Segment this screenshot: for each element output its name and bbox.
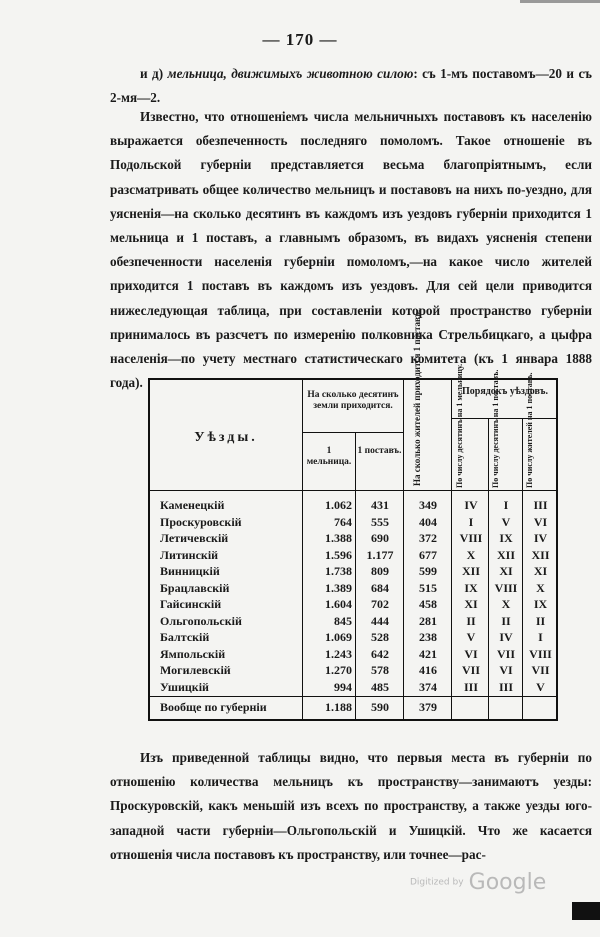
cell-pop: 421 [419,646,437,661]
cell-name: Винницкій [160,564,220,578]
cell-name: Ушицкій [160,679,209,694]
cell-pop: 515 [419,580,437,595]
table-rule [150,490,558,491]
total-name: Вообще по губерніи [160,700,267,714]
cell-pop: 372 [419,531,437,545]
paragraph-rest: : съ 1-мъ поставомъ—20 и съ 2-мя—2. [110,66,592,106]
cell-r2: II [501,613,511,628]
cell-r2: IV [499,630,513,644]
cell-r1: VIII [459,531,483,545]
paragraph-intro-text: Известно, что отношеніемъ числа мельничныхъ поставовъ къ населенію выражается обезпеченность последняго помоломъ. Такое отношеніе въ Подольской губерніи представляется весьма благопріятнымъ, если разсматривать общее количество мельницъ и поставовъ на нихъ по-уездно, для уясненія—на сколько десятинъ въ каждомъ изъ уездовъ губерніи приходится 1 мельница и 1 поставъ, а главнымъ образомъ, въ видахъ уясненія степени обезпеченности населенія губерніи помоломъ,—на какое число жителей приходится 1 поставъ въ каждомъ изъ уездовъ. Для сей цели приводится нижеследующая таблица, при составленіи которой пространство губерніи принималось въ разсчетъ по измеренію полковника Стрельбицкаго, а цыфра населенія—по учету местнаго статистическаго комитета (къ 1 январа 1888 года). [110,109,592,391]
table-rule [150,696,558,697]
cell-pop: 416 [419,663,437,677]
cell-r1: II [466,613,476,628]
page-edge-shadow [520,0,600,3]
cell-r2: VIII [494,580,518,595]
cell-r2: III [498,679,513,694]
cell-post: 444 [371,613,389,628]
table-row [150,614,560,630]
cell-name: Каменецкій [160,498,225,512]
header-order-3: По числу жителей на 1 поставъ. [525,372,534,488]
cell-r1: XI [464,597,478,611]
cell-r3: II [535,613,546,628]
cell-r1: III [463,679,478,694]
cell-pop: 599 [419,564,437,578]
table-row [150,630,560,646]
table-row [150,647,560,663]
cell-pop: 238 [419,630,437,644]
cell-name: Ямпольскій [160,646,226,661]
paragraph-italic: мельница, движимыхъ животною силою [167,66,414,81]
table-rule [302,432,403,433]
cell-r2: XII [496,547,515,562]
cell-name: Брацлавскій [160,580,230,595]
paragraph-prefix: и д) [140,66,168,81]
cell-mill: 1.389 [325,580,352,595]
header-order-group: Порядокъ уѣздовъ. [461,386,549,397]
paragraph-conclusion-text: Изъ приведенной таблицы видно, что первыя места въ губерніи по отношенію количества мельницъ къ пространству—занимаютъ уезды: Проскуровскій, какъ меньшій изъ всехъ по пространству, а также уезды юго-западной части губерніи—Ольгопольскій и Ушицкій. Что же касается отношенія числа поставовъ къ пространству, или точнее—рас- [110,750,592,862]
paragraph-intro [110,105,592,395]
cell-name: Балтскій [160,630,210,644]
header-uezdy: Уѣзды. [194,430,258,445]
cell-mill: 1.596 [325,547,352,562]
cell-pop: 374 [419,679,437,694]
cell-r3: VII [531,663,550,677]
cell-r3: VI [533,514,548,529]
cell-r3: V [536,679,545,694]
table-rule [451,418,558,419]
cell-post: 702 [371,597,389,611]
cell-r2: I [503,498,509,512]
cell-r3: I [538,630,543,644]
cell-name: Летичевскій [160,531,229,545]
cell-pop: 677 [419,547,437,562]
cell-post: 642 [371,646,389,661]
watermark-logo: Google [468,870,547,895]
cell-r1: V [466,630,476,644]
cell-r2: IX [499,531,513,545]
cell-r3: IV [533,531,548,545]
cell-r1: VI [464,646,478,661]
header-area-post: 1 поставъ. [357,446,402,456]
cell-pop: 458 [419,597,437,611]
page-edge-mark [572,902,600,920]
paragraph-mills-animal-power [110,62,592,110]
cell-post: 684 [371,580,389,595]
cell-pop: 404 [419,514,437,529]
cell-mill: 1.243 [325,646,352,661]
cell-r2: XI [499,564,513,578]
cell-r2: X [501,597,511,611]
cell-name: Ольгопольскій [160,613,242,628]
table-row [150,663,560,679]
table-total-row [150,698,560,718]
header-order-1: По числу десятинъ на 1 мельницу. [455,363,464,488]
table-row [150,581,560,597]
header-area-mill: 1 мельница. [306,446,352,467]
cell-post: 485 [371,679,389,694]
cell-name: Могилевскій [160,663,231,677]
header-population: На сколько жителей приходится 1 поставъ. [412,309,422,486]
cell-pop: 281 [419,613,437,628]
cell-mill: 1.388 [325,531,352,545]
cell-mill: 1.069 [325,630,352,644]
mills-table [148,309,558,721]
cell-r1: VII [461,663,480,677]
table-row [150,597,560,613]
cell-pop: 349 [419,498,437,512]
cell-r2: VI [499,663,513,677]
table-row [150,680,560,696]
watermark-small: Digitized by [410,877,464,888]
total-mill: 1.188 [325,700,352,714]
cell-r2: V [501,514,511,529]
cell-mill: 1.270 [325,663,352,677]
cell-mill: 1.062 [325,498,352,512]
cell-r1: IX [464,580,478,595]
table-row [150,564,560,580]
cell-post: 690 [371,531,389,545]
cell-post: 1.177 [366,547,394,562]
page-number: — 170 — [262,30,338,49]
cell-r2: VII [496,646,515,661]
header-area-group: На сколько десятинъ земли приходится. [307,390,399,411]
cell-mill: 764 [334,514,352,529]
cell-post: 809 [371,564,389,578]
table-row [150,498,560,514]
paragraph-conclusion [110,746,592,867]
cell-r1: I [468,514,474,529]
cell-r3: XII [531,547,550,562]
cell-name: Гайсинскій [160,597,222,611]
total-pop: 379 [419,700,437,714]
cell-mill: 1.604 [325,597,352,611]
cell-mill: 1.738 [325,564,352,578]
table-row [150,515,560,531]
cell-post: 555 [371,514,389,529]
cell-r1: IV [464,498,478,512]
cell-name: Литинскій [160,547,219,562]
total-post: 590 [371,700,389,714]
cell-r1: XII [461,564,480,578]
table-row [150,531,560,547]
cell-post: 431 [371,498,389,512]
cell-r3: XI [533,564,548,578]
table-row [150,548,560,564]
cell-r3: VIII [529,646,552,661]
cell-r1: X [466,547,476,562]
cell-r3: X [536,580,545,595]
google-watermark [410,870,546,895]
cell-r3: IX [533,597,548,611]
cell-post: 528 [371,630,389,644]
cell-post: 578 [371,663,389,677]
cell-name: Проскуровскій [160,514,242,529]
header-order-2: По числу десятинъ на 1 поставъ. [491,369,500,488]
cell-r3: III [533,498,548,512]
cell-mill: 845 [334,613,352,628]
cell-mill: 994 [334,679,352,694]
